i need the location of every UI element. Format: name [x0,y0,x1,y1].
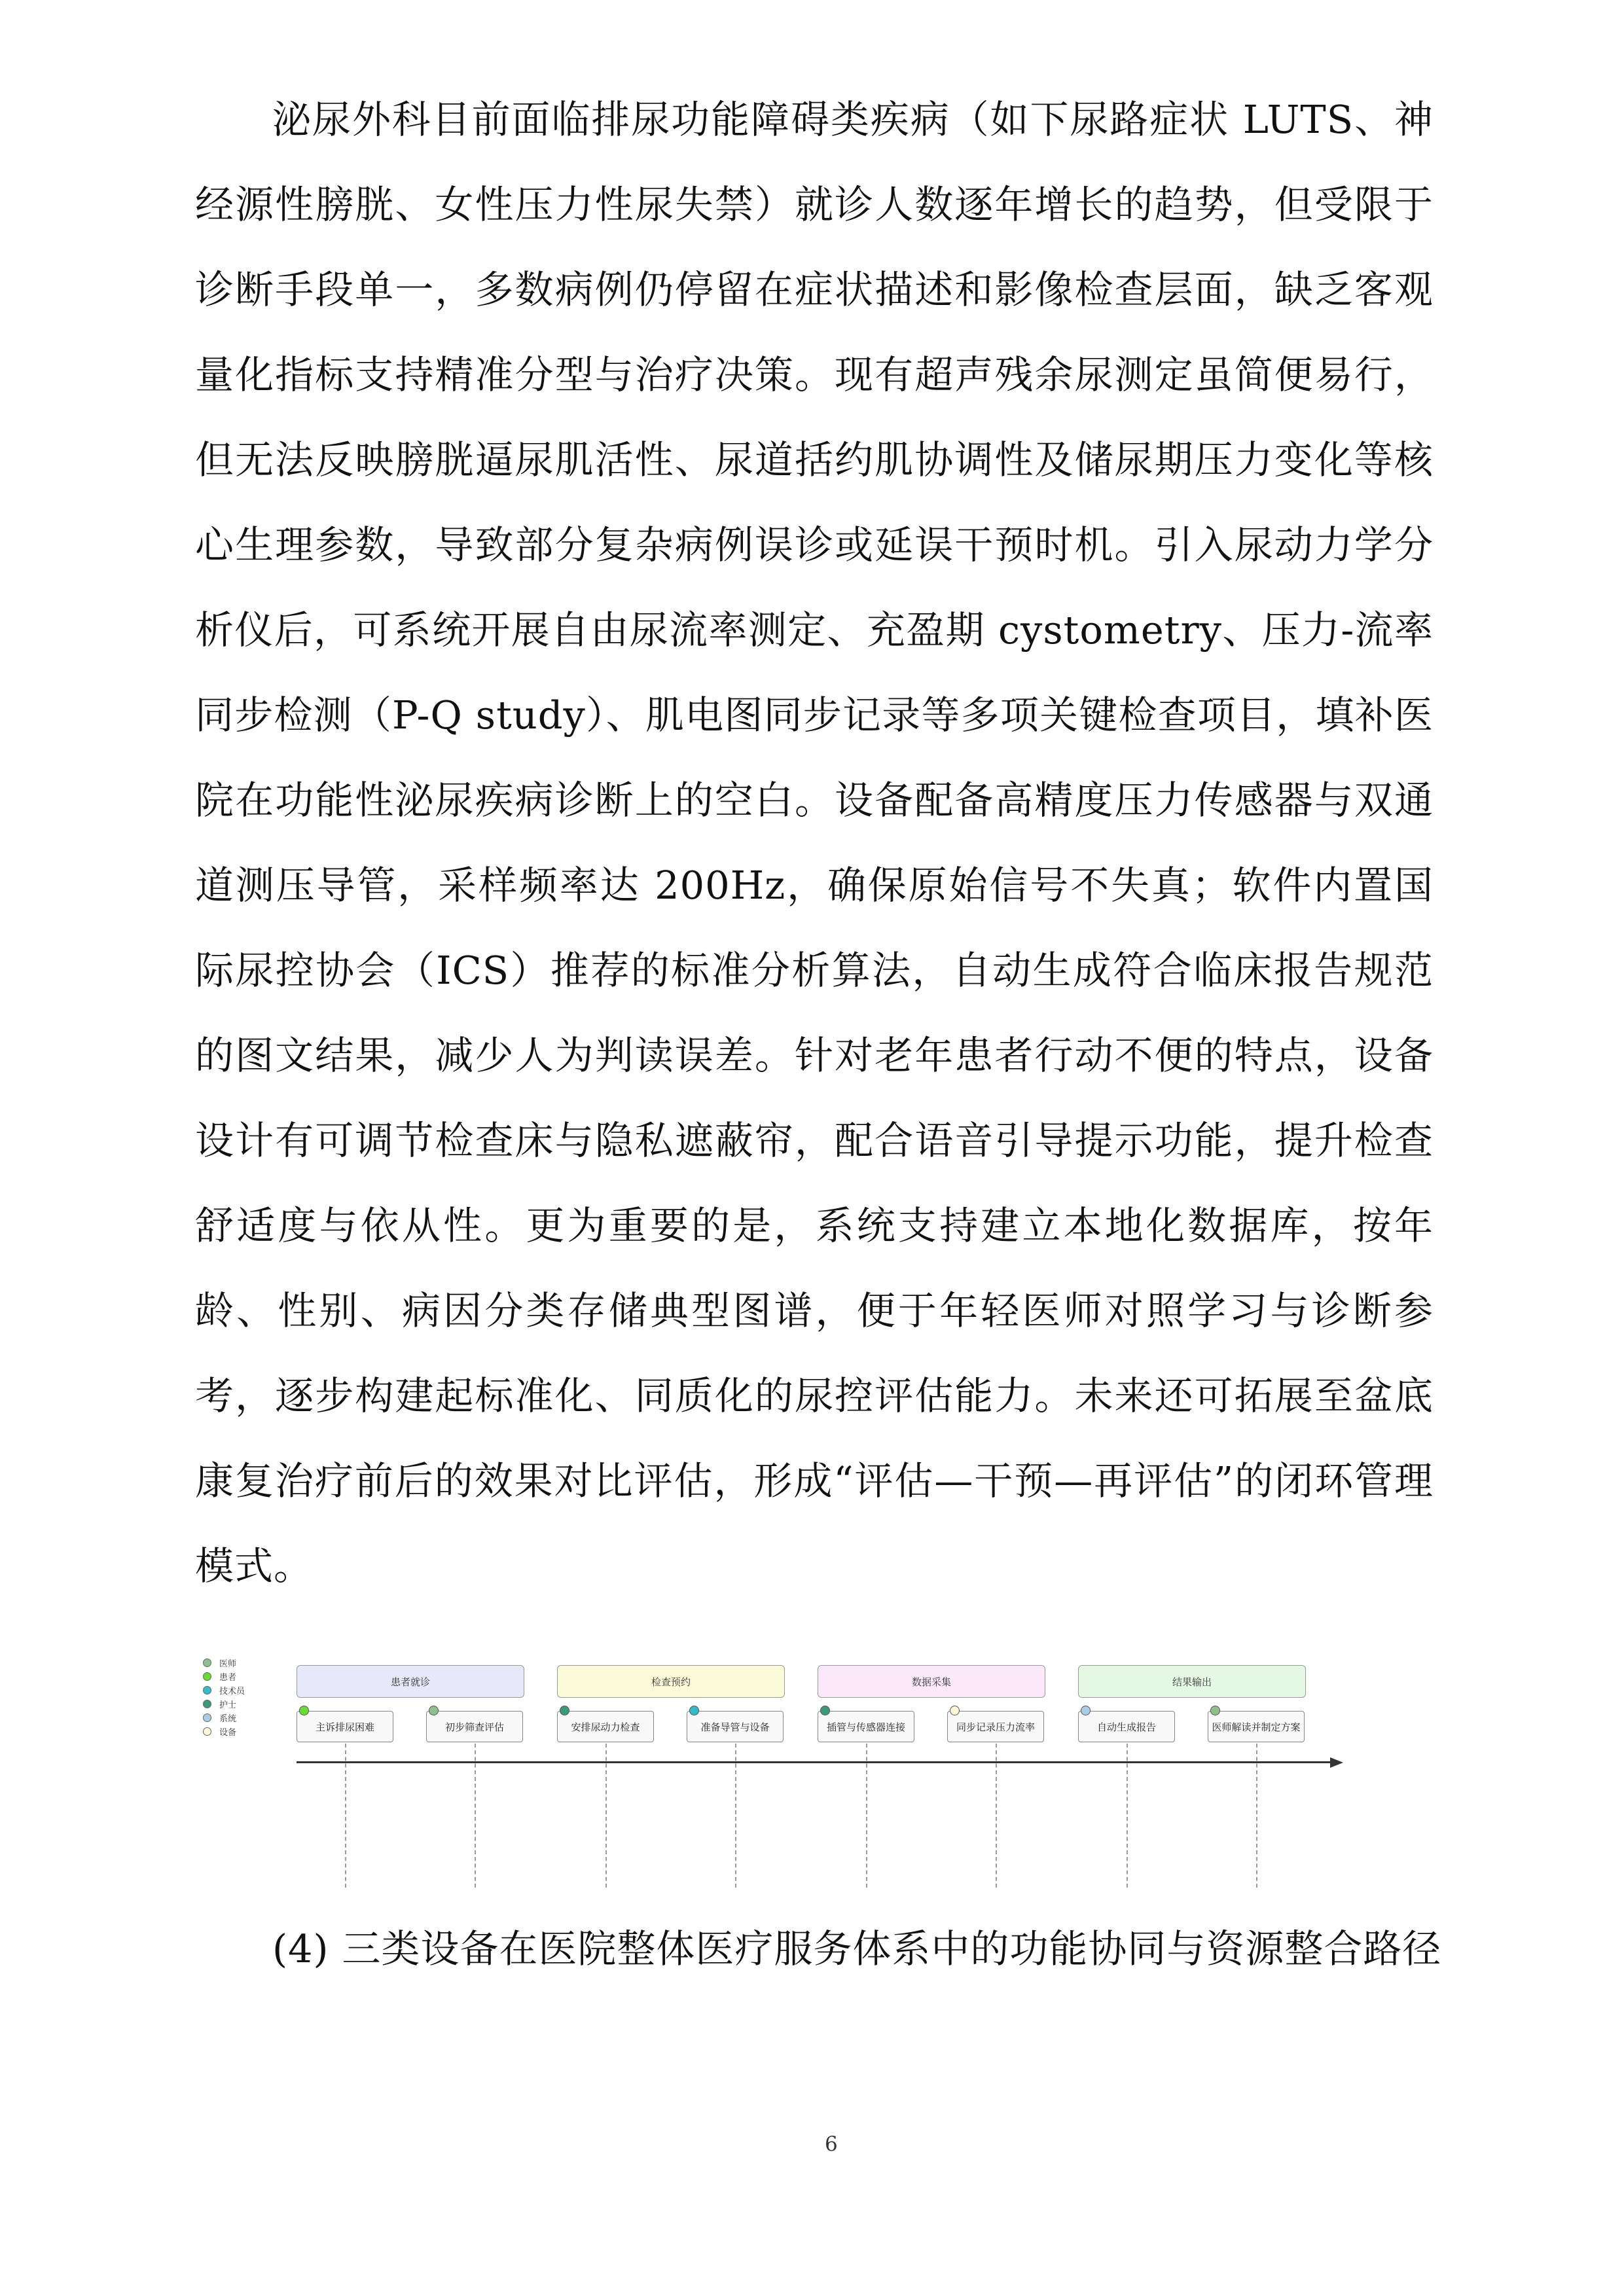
legend-item [203,1683,245,1697]
task-box: 同步记录压力流率 [947,1711,1044,1742]
role-marker-icon [1081,1706,1091,1715]
task-box: 初步筛查评估 [426,1711,523,1742]
timeline-guide-line [866,1744,867,1888]
role-marker-icon [429,1706,439,1715]
legend-label: 医师 [219,1659,237,1669]
legend-item [203,1697,245,1711]
legend-label: 护士 [219,1700,237,1710]
task-box: 插管与传感器连接 [818,1711,914,1742]
legend-dot-icon [203,1686,211,1695]
legend-dot-icon [203,1713,211,1722]
task-box: 准备导管与设备 [687,1711,784,1742]
legend-item [203,1670,245,1683]
stage-data-collection: 数据采集 [818,1665,1045,1698]
role-marker-icon [689,1706,699,1715]
task-box: 安排尿动力检查 [557,1711,654,1742]
task-box: 主诉排尿困难 [297,1711,393,1742]
legend-dot-icon [203,1672,211,1681]
legend-label: 设备 [219,1728,237,1738]
legend-label: 系统 [219,1714,237,1724]
timeline-guide-line [345,1744,346,1888]
arrow-right-icon [1330,1757,1343,1768]
stage-exam-booking: 检查预约 [557,1665,785,1698]
role-marker-icon [560,1706,569,1715]
timeline-guide-line [996,1744,997,1888]
diagram-legend [203,1656,245,1738]
legend-dot-icon [203,1727,211,1736]
legend-label: 患者 [219,1673,237,1683]
timeline-guide-line [1127,1744,1128,1888]
stage-patient-visit: 患者就诊 [297,1665,524,1698]
timeline-guide-line [475,1744,476,1888]
task-box: 医师解读并制定方案 [1208,1711,1305,1742]
legend-item [203,1656,245,1670]
legend-dot-icon [203,1700,211,1708]
body-paragraph: 泌尿外科目前面临排尿功能障碍类疾病（如下尿路症状 LUTS、神经源性膀胱、女性压力性尿失禁）就诊人数逐年增长的趋势，但受限于诊断手段单一，多数病例仍停留在症状描述和影像检查层面，缺乏客观量化指标支持精准分型与治疗决策。现有超声残余尿测定虽简便易行，但无法反映膀胱逼尿肌活性、尿道括约肌协调性及储尿期压力变化等核心生理参数，导致部分复杂病例误诊或延误干预时机。引入尿动力学分析仪后，可系统开展自由尿流率测定、充盈期 cystometry、压力-流率同步检测（P-Q study）、肌电图同步记录等多项关键检查项目，填补医院在功能性泌尿疾病诊断上的空白。设备配备高精度压力传感器与双通道测压导管，采样频率达 200Hz，确保原始信号不失真；软件内置国际尿控协会（ICS）推荐的标准分析算法，自动生成符合临床报告规范的图文结果，减少人为判读误差。针对老年患者行动不便的特点，设备设计有可调节检查床与隐私遮蔽帘，配合语音引导提示功能，提升检查舒适度与依从性。更为重要的是，系统支持建立本地化数据库，按年龄、性别、病因分类存储典型图谱，便于年轻医师对照学习与诊断参考，逐步构建起标准化、同质化的尿控评估能力。未来还可拓展至盆底康复治疗前后的效果对比评估，形成“评估—干预—再评估”的闭环管理模式。 [195,97,1434,1588]
role-marker-icon [950,1706,960,1715]
page-number: 6 [825,2132,838,2156]
task-box: 自动生成报告 [1078,1711,1175,1742]
timeline-guide-line [735,1744,736,1888]
role-marker-icon [820,1706,830,1715]
timeline-guide-line [1256,1744,1257,1888]
role-marker-icon [299,1706,309,1715]
role-marker-icon [1210,1706,1220,1715]
timeline-axis [297,1761,1333,1763]
section-caption: (4) 三类设备在医院整体医疗服务体系中的功能协同与资源整合路径 [272,1926,1442,1971]
stage-result-output: 结果输出 [1078,1665,1306,1698]
legend-dot-icon [203,1659,211,1667]
workflow-timeline-diagram [203,1656,1355,1892]
legend-item [203,1711,245,1725]
legend-item [203,1725,245,1738]
legend-label: 技术员 [219,1687,245,1696]
timeline-guide-line [605,1744,607,1888]
